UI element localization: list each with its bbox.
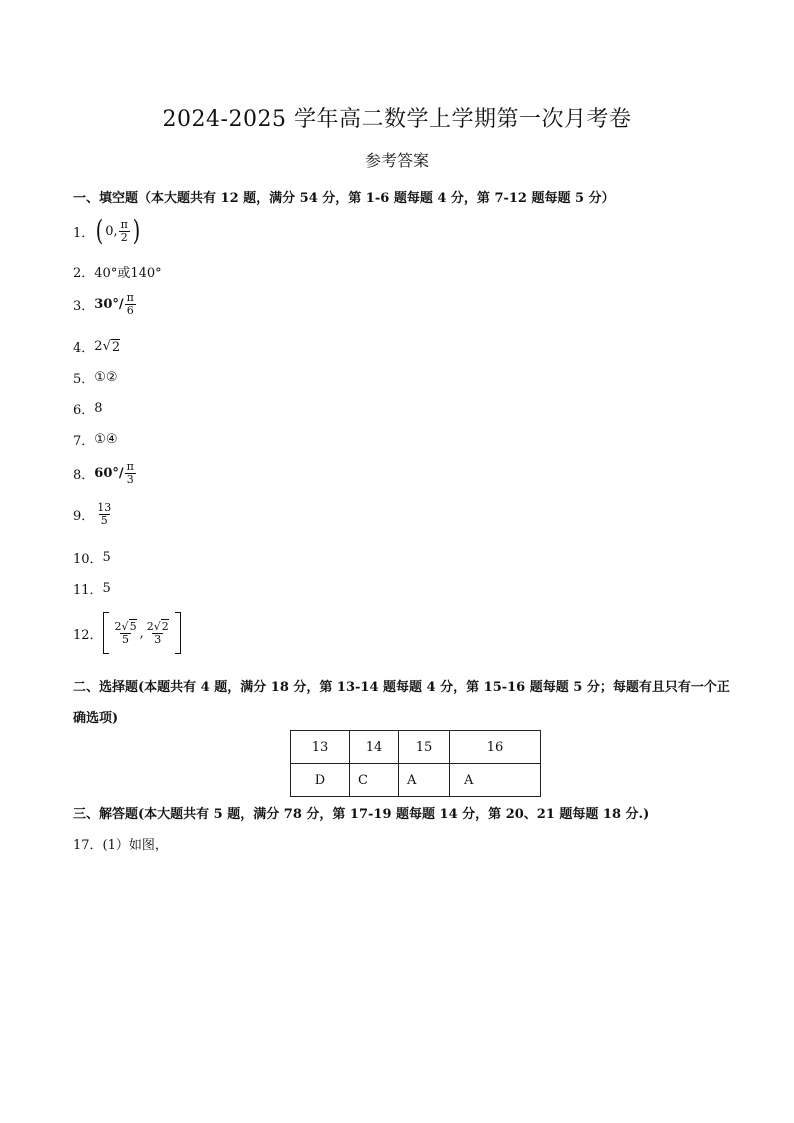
open-paren: ( bbox=[95, 214, 104, 247]
table-row bbox=[291, 764, 541, 797]
radical-coefficient: 2 bbox=[114, 619, 122, 633]
answer-3 bbox=[73, 292, 137, 316]
radicand: 5 bbox=[129, 619, 137, 633]
answer-6 bbox=[73, 399, 103, 418]
answer-number: 9． bbox=[73, 508, 95, 524]
answer-value: 8 bbox=[94, 401, 103, 416]
table-cell: 14 bbox=[350, 731, 399, 764]
answer-number: 7． bbox=[73, 434, 95, 449]
fraction-denominator: 2 bbox=[120, 230, 128, 244]
close-paren: ) bbox=[132, 214, 141, 247]
fraction bbox=[119, 219, 130, 243]
answer-9 bbox=[73, 502, 114, 526]
fraction-numerator: 13 bbox=[97, 501, 112, 514]
answer-12 bbox=[73, 612, 181, 654]
table-cell: C bbox=[350, 764, 399, 797]
answer-5 bbox=[73, 368, 118, 387]
answer-value: 60°/ bbox=[94, 465, 124, 481]
table-cell: D bbox=[291, 764, 350, 797]
page-title: 2024-2025 学年高二数学上学期第一次月考卷 bbox=[162, 107, 632, 132]
answer-10 bbox=[73, 548, 111, 567]
table-cell: 16 bbox=[450, 731, 541, 764]
table-row bbox=[291, 731, 541, 764]
answer-number: 1． bbox=[73, 225, 95, 241]
fraction-denominator: 3 bbox=[126, 472, 134, 486]
answer-value: 5 bbox=[102, 581, 111, 596]
question-17-intro: 17．(1）如图， bbox=[73, 838, 168, 853]
fraction-numerator: 2√2 bbox=[146, 619, 169, 633]
answer-number: 11． bbox=[73, 583, 103, 598]
section1-heading: 一、填空题（本大题共有 12 题，满分 54 分，第 1-6 题每题 4 分，第 7-12 题每题 5 分） bbox=[73, 191, 615, 206]
choice-answer-table bbox=[290, 730, 541, 797]
open-bracket bbox=[103, 612, 109, 654]
answer-4 bbox=[73, 337, 120, 356]
answer-value: ①② bbox=[94, 370, 118, 385]
fraction bbox=[95, 502, 113, 526]
table-cell: A bbox=[450, 764, 541, 797]
answer-value: 5 bbox=[102, 550, 111, 565]
page-subtitle: 参考答案 bbox=[364, 151, 429, 170]
fraction-denominator: 3 bbox=[154, 632, 162, 646]
answer-number: 5． bbox=[73, 372, 95, 387]
answer-2 bbox=[73, 262, 162, 281]
answer-number: 2． bbox=[73, 266, 95, 281]
interval-separator: , bbox=[139, 625, 144, 641]
answer-1 bbox=[73, 214, 142, 247]
fraction-numerator: 2√5 bbox=[114, 619, 137, 633]
close-bracket bbox=[175, 612, 181, 654]
fraction-numerator: π bbox=[126, 291, 134, 304]
answer-value: 30°/ bbox=[94, 296, 124, 312]
fraction-numerator: π bbox=[120, 217, 128, 231]
fraction-denominator: 5 bbox=[100, 513, 108, 527]
radical-sign-icon: √ bbox=[102, 339, 111, 354]
interval-left: 0, bbox=[105, 223, 118, 239]
fraction bbox=[125, 292, 136, 316]
answer-8 bbox=[73, 461, 137, 485]
section2-heading-line2: 确选项) bbox=[73, 711, 119, 726]
answer-value: 40°或140° bbox=[94, 266, 162, 281]
fraction-numerator: π bbox=[126, 460, 134, 473]
table-cell: 13 bbox=[291, 731, 350, 764]
fraction-denominator: 5 bbox=[122, 632, 130, 646]
radical-coefficient: 2 bbox=[146, 619, 154, 633]
answer-number: 10． bbox=[73, 552, 103, 567]
fraction bbox=[113, 621, 139, 645]
table-cell: A bbox=[399, 764, 450, 797]
fraction-denominator: 6 bbox=[126, 303, 134, 317]
answer-value: ①④ bbox=[94, 432, 118, 447]
answer-number: 12． bbox=[73, 627, 103, 643]
answer-7 bbox=[73, 430, 118, 449]
radicand: 2 bbox=[161, 619, 169, 633]
fraction bbox=[145, 621, 171, 645]
answer-11 bbox=[73, 579, 111, 598]
section2-heading-line1: 二、选择题(本题共有 4 题，满分 18 分，第 13-14 题每题 4 分，第 15-16 题每题 5 分；每题有且只有一个正 bbox=[73, 680, 730, 695]
section3-heading: 三、解答题(本大题共有 5 题，满分 78 分，第 17-19 题每题 14 分，第 20、21 题每题 18 分.) bbox=[73, 807, 650, 822]
table-cell: 15 bbox=[399, 731, 450, 764]
answer-number: 8． bbox=[73, 467, 95, 483]
answer-number: 6． bbox=[73, 403, 95, 418]
answer-number: 4． bbox=[73, 341, 95, 356]
fraction bbox=[125, 461, 136, 485]
radical-coefficient: 2 bbox=[94, 339, 103, 354]
answer-number: 3． bbox=[73, 298, 95, 314]
radicand: 2 bbox=[111, 339, 121, 355]
